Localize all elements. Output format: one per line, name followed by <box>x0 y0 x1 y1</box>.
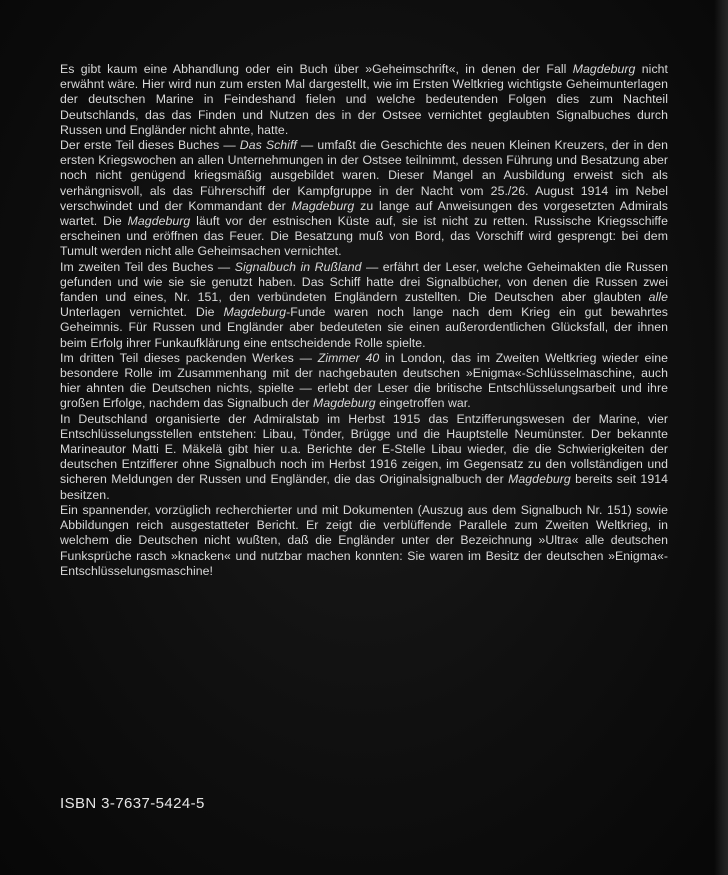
text-run: eingetroffen war. <box>375 396 471 411</box>
text-run: Der erste Teil dieses Buches — <box>60 138 240 153</box>
italic-run: Magdeburg <box>223 305 287 320</box>
italic-run: Magdeburg <box>313 396 376 411</box>
italic-run: Magdeburg <box>572 62 636 76</box>
isbn-number: ISBN 3-7637-5424-5 <box>60 795 205 812</box>
text-run: Es gibt kaum eine Abhandlung oder ein Buch über »Geheimschrift«, in denen der Fall <box>60 62 573 76</box>
text-run: Im dritten Teil dieses packenden Werkes — <box>60 350 318 365</box>
italic-run: Magdeburg <box>508 472 571 487</box>
text-run: zu lange auf Anweisungen des vorgesetzten Admirals wartet. Die <box>60 198 668 229</box>
text-run: Im zweiten Teil des Buches — <box>60 259 235 274</box>
blurb-paragraph <box>60 503 668 579</box>
italic-run: Zimmer 40 <box>317 350 380 365</box>
text-run: Ein spannender, vorzüglich recherchierter und mit Dokumenten (Auszug aus dem Signalbuch Nr. 151) sowie Abbildungen reich ausgestatteter Bericht. Er zeigt die verblüffende Parallele zum Zweiten Weltkrieg, in welchem die Deutschen nicht wußten, daß die Engländer unter der Bezeichnung »Ultra« alle deutschen Funksprüche rasch »knacken« und nutzbar machen konnten: Sie waren im Besitz der deutschen »Enigma«-Entschlüsselungsmaschine! <box>60 502 668 578</box>
italic-run: Das Schiff <box>239 138 297 153</box>
text-run: -Funde waren noch lange nach dem Krieg ein gut bewahrtes Geheimnis. Für Russen und Engländer aber bedeuteten sie einen außerordentlichen Glücksfall, der ihnen beim Erfolg ihrer Funkaufklärung eine entscheidende Rolle spielte. <box>60 305 668 350</box>
italic-run: Magdeburg <box>127 214 191 229</box>
blurb-paragraph <box>60 62 668 138</box>
text-run: nicht erwähnt wäre. Hier wird nun zum ersten Mal dargestellt, wie im Ersten Weltkrieg wichtigste Geheimunterlagen der deutschen Marine in Feindeshand fielen und welche bedeutenden Folgen dies zum Nachteil Deutschlands, das das Finden und Nutzen des in der Ostsee vernichtet geglaubten Signalbuches durch Russen und Engländer nicht ahnte, hatte. <box>60 62 668 137</box>
text-run: — umfaßt die Geschichte des neuen Kleinen Kreuzers, der in den ersten Kriegswochen an allen Unternehmungen in der Ostsee teilnimmt, dessen Führung und Besatzung aber noch nicht genügend kriegsmäßig ausgebildet waren. Dieser Mangel an Ausbildung erweist sich als verhängnisvoll, als das Führerschiff der Kampfgruppe in der Nacht vom 25./26. August 1914 im Nebel verschwindet und der Kommandant der <box>60 138 668 213</box>
blurb-paragraph <box>60 138 668 260</box>
text-run: — erfährt der Leser, welche Geheimakten die Russen gefunden und wie sie sie genutzt haben. Das Schiff hatte drei Signalbücher, von denen die Russen zwei fanden und eines, Nr. 151, den verbündeten Engländern zustellten. Die Deutschen aber glaubten <box>60 259 669 305</box>
text-run: läuft vor der estnischen Küste auf, sie ist nicht zu retten. Russische Kriegsschiffe erscheinen und eröffnen das Feuer. Die Besatzung muß von Bord, das Vorschiff wird gesprengt: bei dem Tumult werden nicht alle Geheimsachen vernichtet. <box>60 214 668 259</box>
blurb-paragraph <box>60 412 668 503</box>
blurb-text <box>60 62 668 579</box>
text-run: bereits seit 1914 besitzen. <box>60 472 668 502</box>
text-run: in London, das im Zweiten Weltkrieg wieder eine besondere Rolle im Zusammenhang mit der nachgebauten deutschen »Enigma«-Schlüsselmaschine, auch hier ahnten die Deutschen nichts, spielte — erlebt der Leser die britische Entschlüsselungsarbeit und ihre großen Erfolge, nachdem das Signalbuch der <box>60 350 668 411</box>
italic-run: Signalbuch in Rußland <box>234 259 362 274</box>
blurb-paragraph <box>60 351 668 412</box>
blurb-paragraph <box>60 260 668 351</box>
italic-run: Magdeburg <box>291 198 355 213</box>
italic-run: alle <box>648 290 668 305</box>
text-run: Unterlagen vernichtet. Die <box>60 305 224 320</box>
text-run: In Deutschland organisierte der Admiralstab im Herbst 1915 das Entzifferungswesen der Marine, vier Entschlüsselungsstellen entstehen: Libau, Tönder, Brügge und die Hauptstelle Neumünster. Der bekannte Marineautor Matti E. Mäkelä gibt hier u.a. Berichte der E-Stelle Libau wieder, die die Schwierigkeiten der deutschen Entzifferer ohne Signalbuch noch im Herbst 1916 zeigen, im Gegensatz zu den vollständigen und sicheren Meldungen der Russen und Engländer, die das Originalsignalbuch der <box>60 411 668 487</box>
